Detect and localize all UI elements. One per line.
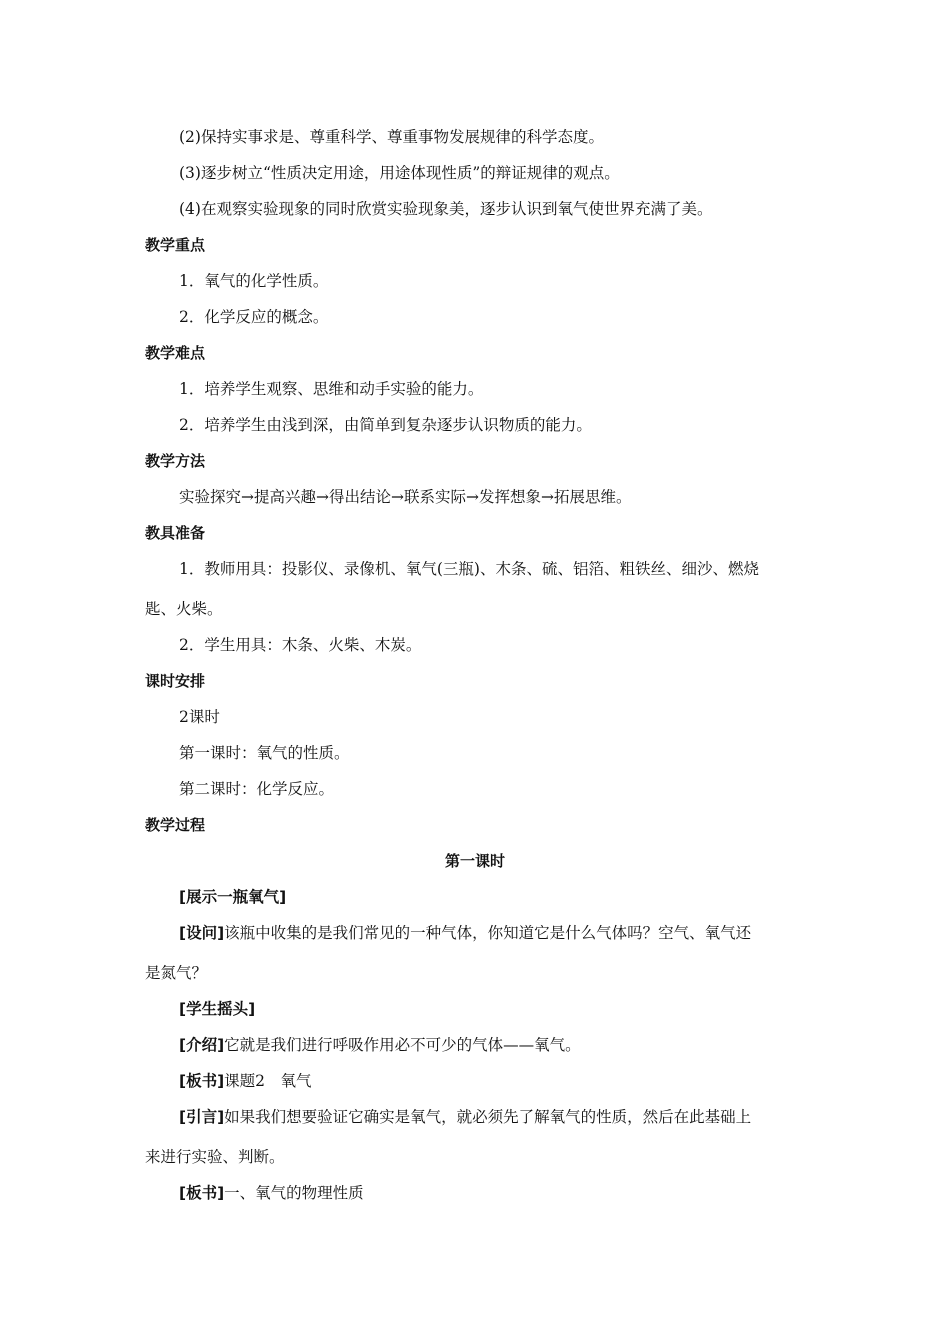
methods-heading: 教学方法 <box>145 452 206 470</box>
student-materials: 2．学生用具：木条、火柴、木炭。 <box>179 636 422 654</box>
lead-line-1 <box>179 1107 751 1127</box>
board-tag: [板书] <box>179 1072 225 1090</box>
methods-text: 实验探究→提高兴趣→得出结论→联系实际→发挥想象→拓展思维。 <box>179 488 632 506</box>
ask-tag: [设问] <box>179 924 225 942</box>
lead-text: 如果我们想要验证它确实是氧气，就必须先了解氧气的性质，然后在此基础上 <box>224 1108 752 1126</box>
lead-line-2: 来进行实验、判断。 <box>145 1148 285 1166</box>
teacher-materials-line2: 匙、火柴。 <box>145 600 223 618</box>
board-text: 课题2 氧气 <box>224 1072 312 1090</box>
schedule-item: 第一课时：氧气的性质。 <box>179 744 350 762</box>
lesson-title: 第一课时 <box>444 852 505 870</box>
schedule-heading: 课时安排 <box>145 672 206 690</box>
shake-tag: [学生摇头] <box>179 1000 256 1018</box>
board-tag: [板书] <box>179 1184 225 1202</box>
ask-line-1 <box>179 923 751 943</box>
materials-heading: 教具准备 <box>145 524 206 542</box>
show-oxygen-line <box>179 887 286 907</box>
objective-item-2: (2)保持实事求是、尊重科学、尊重事物发展规律的科学态度。 <box>179 128 604 146</box>
teacher-materials-line1: 1．教师用具：投影仪、录像机、氧气(三瓶)、木条、硫、铝箔、粗铁丝、细沙、燃烧 <box>179 560 759 578</box>
key-point-item: 1．氧气的化学性质。 <box>179 272 329 290</box>
student-shake-line <box>179 999 255 1019</box>
schedule-item: 第二课时：化学反应。 <box>179 780 335 798</box>
difficulty-item: 2．培养学生由浅到深，由简单到复杂逐步认识物质的能力。 <box>179 416 592 434</box>
process-heading: 教学过程 <box>145 816 206 834</box>
objective-item-4: (4)在观察实验现象的同时欣赏实验现象美，逐步认识到氧气使世界充满了美。 <box>179 200 713 218</box>
schedule-item: 2课时 <box>179 708 220 726</box>
show-tag: [展示一瓶氧气] <box>179 888 287 906</box>
key-point-item: 2．化学反应的概念。 <box>179 308 329 326</box>
board-text: 一、氧气的物理性质 <box>224 1184 364 1202</box>
ask-text: 该瓶中收集的是我们常见的一种气体，你知道它是什么气体吗？空气、氧气还 <box>224 924 752 942</box>
difficulties-heading: 教学难点 <box>145 344 206 362</box>
difficulty-item: 1．培养学生观察、思维和动手实验的能力。 <box>179 380 484 398</box>
intro-text: 它就是我们进行呼吸作用必不可少的气体——氧气。 <box>224 1036 581 1054</box>
lead-tag: [引言] <box>179 1108 225 1126</box>
board-line-1 <box>179 1071 312 1091</box>
ask-line-2: 是氮气？ <box>145 964 208 982</box>
board-line-2 <box>179 1183 364 1203</box>
intro-line <box>179 1035 581 1055</box>
intro-tag: [介绍] <box>179 1036 225 1054</box>
key-points-heading: 教学重点 <box>145 236 206 254</box>
objective-item-3: (3)逐步树立“性质决定用途，用途体现性质”的辩证规律的观点。 <box>179 164 620 182</box>
